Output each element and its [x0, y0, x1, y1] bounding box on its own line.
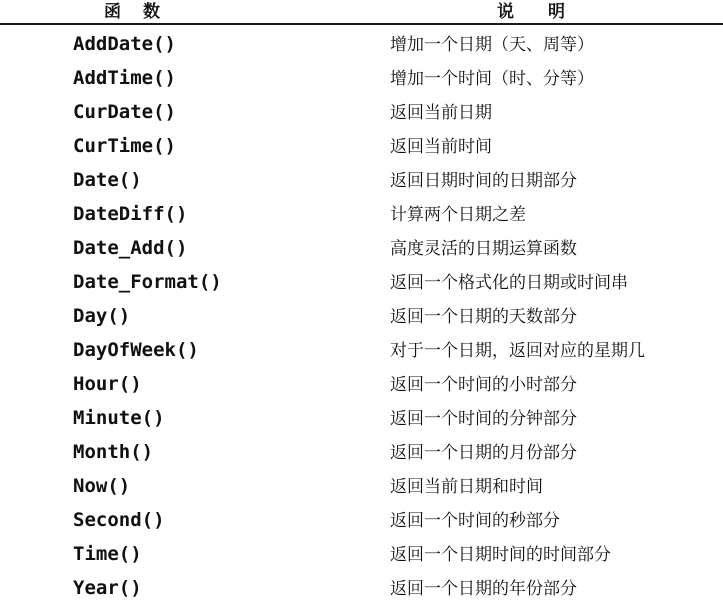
function-name: CurDate(): [73, 101, 176, 123]
table-row: [0, 62, 723, 96]
function-description: 对于一个日期，返回对应的星期几: [390, 341, 645, 361]
function-description: 返回一个日期的年份部分: [390, 579, 577, 599]
table-row: [0, 504, 723, 538]
table-row: [0, 130, 723, 164]
function-name: DayOfWeek(): [73, 339, 199, 361]
function-name: Year(): [73, 577, 142, 599]
function-description: 返回一个日期时间的时间部分: [390, 545, 611, 565]
function-name: Day(): [73, 305, 131, 327]
function-description: 返回当前时间: [390, 137, 492, 157]
function-description: 返回一个日期的月份部分: [390, 443, 577, 463]
table-row: [0, 164, 723, 198]
table-row: [0, 28, 723, 62]
table-row: [0, 436, 723, 470]
function-name: Date(): [73, 169, 142, 191]
function-description: 增加一个日期（天、周等）: [390, 35, 594, 55]
table-row: [0, 232, 723, 266]
function-description: 返回一个日期的天数部分: [390, 307, 577, 327]
function-name: Time(): [73, 543, 142, 565]
table-row: [0, 198, 723, 232]
function-description: 返回一个时间的小时部分: [390, 375, 577, 395]
table-row: [0, 402, 723, 436]
function-name: DateDiff(): [73, 203, 188, 225]
table-row: [0, 572, 723, 606]
header-divider: [0, 23, 723, 25]
function-description: 返回一个时间的分钟部分: [390, 409, 577, 429]
function-description: 增加一个时间（时、分等）: [390, 69, 594, 89]
table-row: [0, 470, 723, 504]
function-name: AddDate(): [73, 33, 176, 55]
table-row: [0, 334, 723, 368]
function-description: 返回当前日期: [390, 103, 492, 123]
function-name: Date_Add(): [73, 237, 188, 259]
table-header: [0, 0, 723, 22]
function-description: 返回一个时间的秒部分: [390, 511, 560, 531]
function-name: Second(): [73, 509, 165, 531]
function-name: AddTime(): [73, 67, 176, 89]
function-name: Hour(): [73, 373, 142, 395]
function-description: 计算两个日期之差: [390, 205, 526, 225]
function-description: 高度灵活的日期运算函数: [390, 239, 577, 259]
function-description: 返回当前日期和时间: [390, 477, 543, 497]
function-description: 返回日期时间的日期部分: [390, 171, 577, 191]
function-name: Month(): [73, 441, 154, 463]
function-description: 返回一个格式化的日期或时间串: [390, 273, 628, 293]
table-body: [0, 28, 723, 606]
header-function: 函数: [104, 2, 182, 22]
table-row: [0, 538, 723, 572]
function-name: Date_Format(): [73, 271, 222, 293]
function-name: CurTime(): [73, 135, 176, 157]
header-description: 说明: [497, 2, 599, 22]
table-row: [0, 96, 723, 130]
function-name: Minute(): [73, 407, 165, 429]
table-row: [0, 368, 723, 402]
function-name: Now(): [73, 475, 131, 497]
table-row: [0, 266, 723, 300]
table-row: [0, 300, 723, 334]
